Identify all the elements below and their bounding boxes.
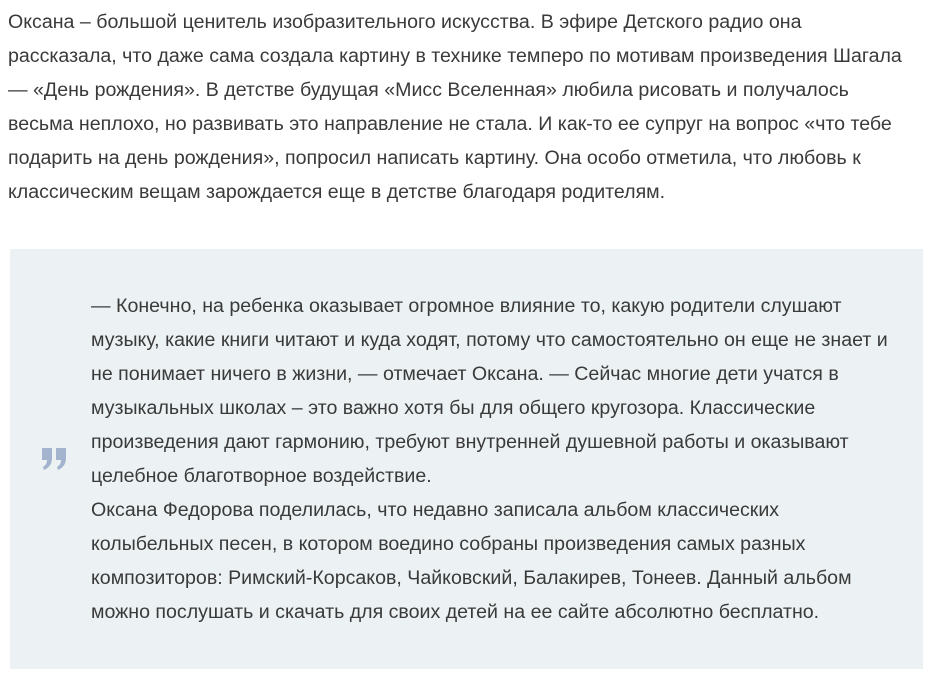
blockquote [10,249,923,669]
quote-icon [41,448,69,472]
intro-paragraph: Оксана – большой ценитель изобразительного искусства. В эфире Детского радио она рассказала, что даже сама создала картину в технике темперо по мотивам произведения Шагала — «День рождения». В детстве будущая «Мисс Вселенная» любила рисовать и получалось весьма неплохо, но развивать это направление не стала. И как-то ее супруг на вопрос «что тебе подарить на день рождения», попросил написать картину. Она особо отметила, что любовь к классическим вещам зарождается еще в детстве благодаря родителям. [8,11,902,203]
quote-paragraph: — Конечно, на ребенка оказывает огромное влияние то, какую родители слушают музыку, какие книги читают и куда ходят, потому что самостоятельно он еще не знает и не понимает ничего в жизни, — отмечает Оксана. — Сейчас многие дети учатся в музыкальных школах – это важно хотя бы для общего кругозора. Классические произведения дают гармонию, требуют внутренней душевной работы и оказывают целебное благотворное воздействие. [91,295,888,487]
quote-text [91,289,906,629]
quote-paragraph: Оксана Федорова поделилась, что недавно записала альбом классических колыбельных песен, в котором воедино собраны произведения самых разных композиторов: Римский-Корсаков, Чайковский, Балакирев, Тонеев. Данный альбом можно послушать и скачать для своих детей на ее сайте абсолютно бесплатно. [91,499,852,623]
